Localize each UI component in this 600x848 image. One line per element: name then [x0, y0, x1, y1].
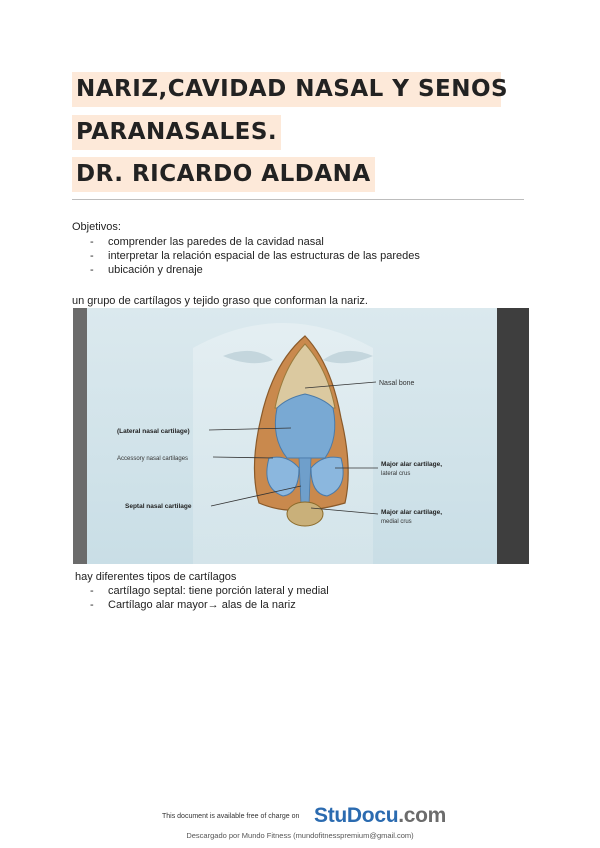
- studocu-logo-name: StuDocu: [314, 804, 399, 827]
- horizontal-divider: [72, 199, 524, 200]
- types-heading: hay diferentes tipos de cartílagos: [75, 571, 237, 583]
- left-frame-edge: [73, 308, 87, 564]
- list-item-text: ubicación y drenaje: [108, 264, 203, 276]
- studocu-logo[interactable]: [314, 804, 446, 828]
- septal-cartilage-label: Septal nasal cartilage: [125, 503, 192, 510]
- list-item: - Cartílago alar mayor→ alas de la nariz: [90, 599, 296, 611]
- lateral-cartilage-label: (Lateral nasal cartilage): [117, 428, 190, 435]
- list-item-text: Cartílago alar mayor→ alas de la nariz: [108, 599, 296, 611]
- lateral-crus-sublabel: lateral crus: [381, 471, 411, 477]
- objectives-heading: Objetivos:: [72, 221, 121, 233]
- medial-crus-sublabel: medial crus: [381, 519, 412, 525]
- septal-cartilage-shape: [299, 458, 311, 504]
- intro-paragraph: un grupo de cartílagos y tejido graso que conforman la nariz.: [72, 295, 368, 307]
- nose-cartilage-illustration: [73, 308, 529, 564]
- right-frame-edge: [497, 308, 529, 564]
- lateral-cartilage-shape: [275, 394, 334, 458]
- list-item-text: interpretar la relación espacial de las estructuras de las paredes: [108, 250, 420, 262]
- title-line-2: PARANASALES.: [72, 115, 281, 150]
- medial-crus-label: Major alar cartilage,: [381, 509, 443, 516]
- list-item: - comprender las paredes de la cavidad nasal: [90, 236, 324, 248]
- list-item-text: cartílago septal: tiene porción lateral y medial: [108, 585, 329, 597]
- nasal-tip-shape: [287, 502, 323, 526]
- accessory-cartilage-label: Accessory nasal cartilages: [117, 456, 189, 462]
- nose-cartilage-figure: [73, 308, 529, 564]
- lateral-crus-label: Major alar cartilage,: [381, 461, 443, 468]
- title-line-1: NARIZ,CAVIDAD NASAL Y SENOS: [72, 72, 501, 107]
- list-item: - interpretar la relación espacial de las estructuras de las paredes: [90, 250, 420, 262]
- footer-downloaded-text: Descargado por Mundo Fitness (mundofitnesspremium@gmail.com): [186, 831, 414, 840]
- title-line-3: DR. RICARDO ALDANA: [72, 157, 375, 192]
- list-item: - ubicación y drenaje: [90, 264, 203, 276]
- footer-available-text: This document is available free of charge on: [162, 813, 300, 820]
- nasal-bone-label: Nasal bone: [379, 380, 415, 387]
- list-item-text: comprender las paredes de la cavidad nasal: [108, 236, 324, 248]
- studocu-logo-domain: .com: [398, 804, 447, 827]
- list-item: - cartílago septal: tiene porción lateral y medial: [90, 585, 329, 597]
